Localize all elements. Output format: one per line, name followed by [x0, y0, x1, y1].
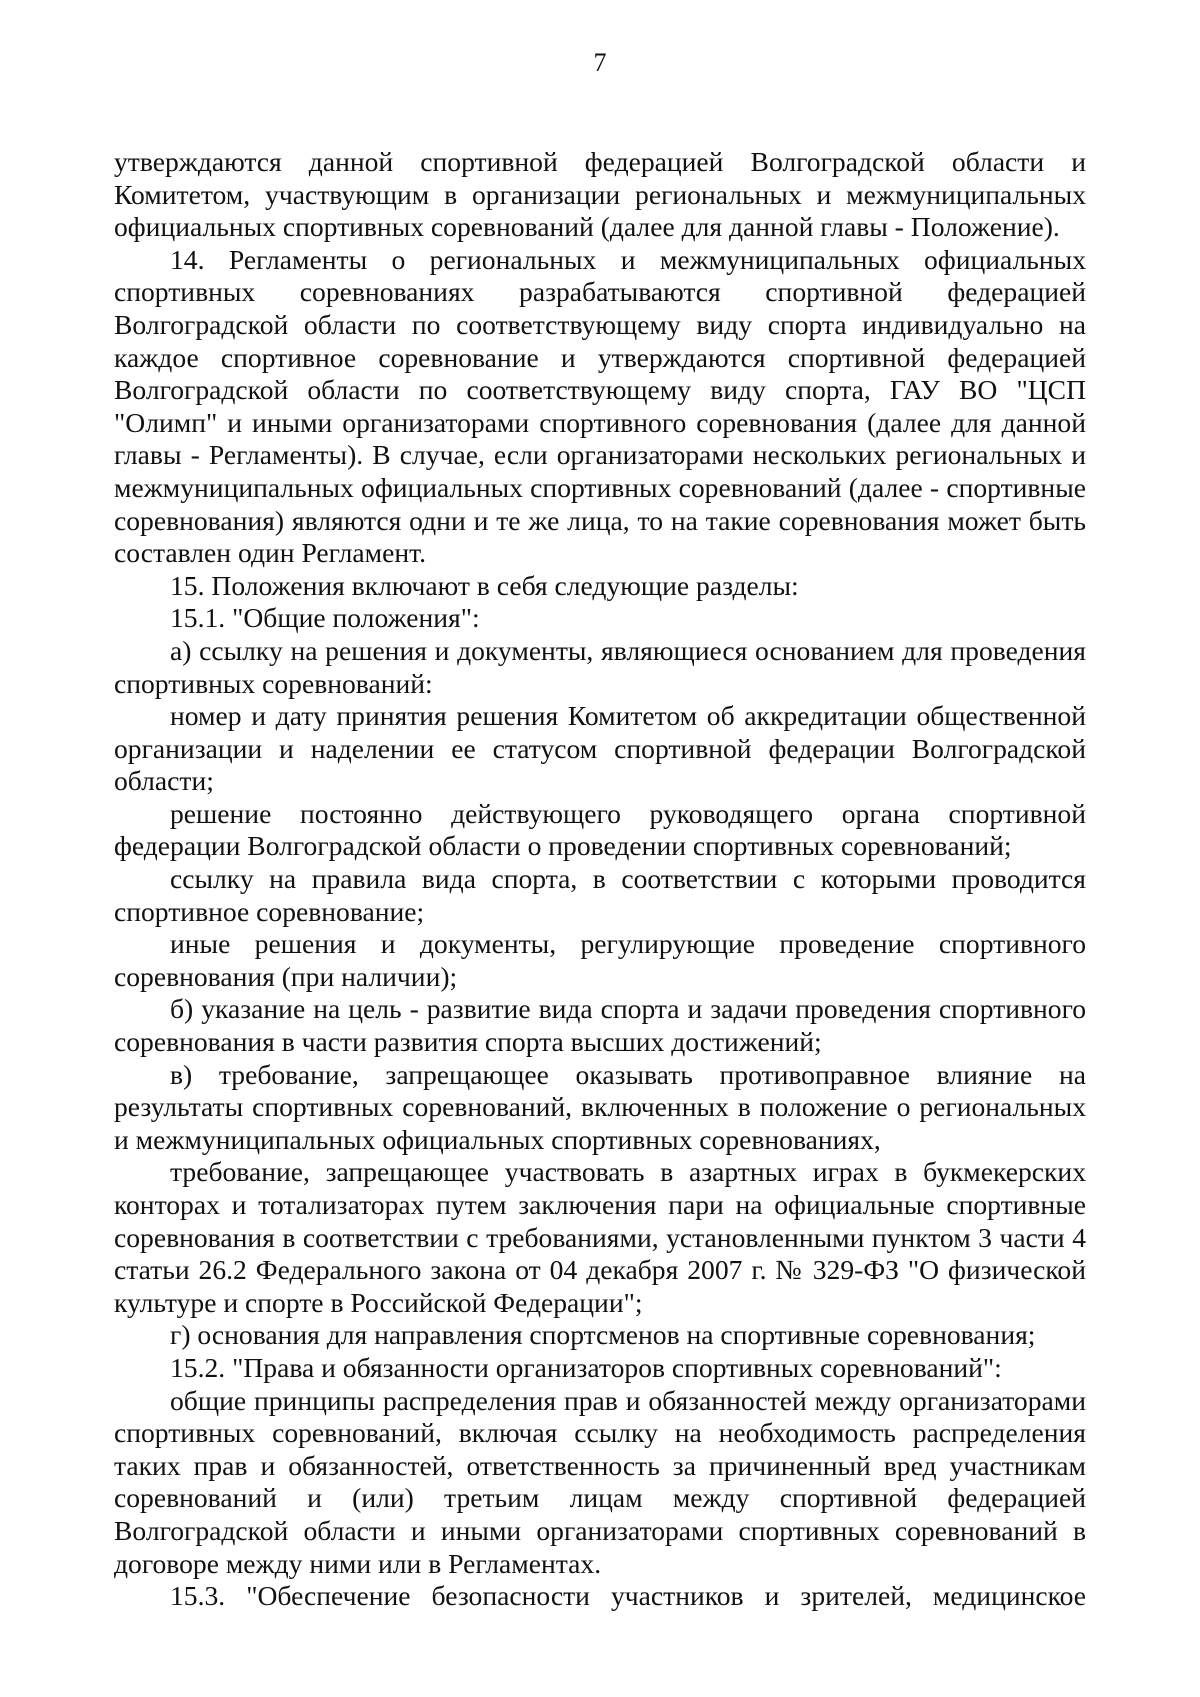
paragraph-sport-rules: ссылку на правила вида спорта, в соответствии с которыми проводится спортивное соревнование; — [114, 863, 1086, 927]
paragraph-item-b: б) указание на цель - развитие вида спорта и задачи проведения спортивного соревнования в части развития спорта высших достижений; — [114, 993, 1086, 1058]
document-body — [114, 146, 1086, 1613]
paragraph-rights-distribution: общие принципы распределения прав и обязанностей между организаторами спортивных соревнований, включая ссылку на необходимость распределения таких прав и обязанностей, ответственность за причиненный вред участникам соревнований и (или) третьим лицам между спортивной федерацией Волгоградской области и иными организаторами спортивных соревнований в договоре между ними или в Регламентах. — [114, 1384, 1086, 1579]
paragraph-item-g: г) основания для направления спортсменов на спортивные соревнования; — [170, 1319, 1036, 1351]
paragraph-continuation: утверждаются данной спортивной федерацией Волгоградской области и Комитетом, участвующим в организации региональных и межмуниципальных официальных спортивных соревнований (далее для данной главы - Положение). — [114, 146, 1086, 243]
paragraph-accreditation: номер и дату принятия решения Комитетом об аккредитации общественной организации и наделении ее статусом спортивной федерации Волгоградской области; — [114, 700, 1086, 797]
page-number: 7 — [593, 48, 607, 77]
paragraph-15-sections: 15. Положения включают в себя следующие разделы: — [170, 569, 799, 601]
paragraph-15-1-heading: 15.1. "Общие положения": — [170, 602, 480, 634]
paragraph-15-2-heading: 15.2. "Права и обязанности организаторов спортивных соревнований": — [170, 1351, 1002, 1383]
paragraph-15-3-heading: 15.3. "Обеспечение безопасности участников и зрителей, медицинское — [170, 1580, 1086, 1612]
paragraph-item-v: в) требование, запрещающее оказывать противоправное влияние на результаты спортивных соревнований, включенных в положение о региональных и межмуниципальных официальных спортивных соревнованиях, — [114, 1058, 1086, 1155]
paragraph-betting-ban: требование, запрещающее участвовать в азартных играх в букмекерских конторах и тотализаторах путем заключения пари на официальные спортивные соревнования в соответствии с требованиями, установленными пунктом 3 части 4 статьи 26.2 Федерального закона от 04 декабря 2007 г. № 329-ФЗ "О физической культуре и спорте в Российской Федерации"; — [114, 1156, 1086, 1318]
paragraph-governing-body-decision: решение постоянно действующего руководящего органа спортивной федерации Волгоградской области о проведении спортивных соревнований; — [114, 797, 1086, 862]
paragraph-item-a: а) ссылку на решения и документы, являющиеся основанием для проведения спортивных соревнований: — [114, 634, 1086, 699]
paragraph-other-decisions: иные решения и документы, регулирующие проведение спортивного соревнования (при наличии); — [114, 928, 1086, 992]
paragraph-14-reglaments: 14. Регламенты о региональных и межмуниципальных официальных спортивных соревнованиях разрабатываются спортивной федерацией Волгоградской области по соответствующему виду спорта индивидуально на каждое спортивное соревнование и утверждаются спортивной федерацией Волгоградской области по соответствующему виду спорта, ГАУ ВО "ЦСП "Олимп" и иными организаторами спортивного соревнования (далее для данной главы - Регламенты). В случае, если организаторами нескольких региональных и межмуниципальных официальных спортивных соревнований (далее - спортивные соревнования) являются одни и те же лица, то на такие соревнования может быть составлен один Регламент. — [114, 243, 1086, 569]
